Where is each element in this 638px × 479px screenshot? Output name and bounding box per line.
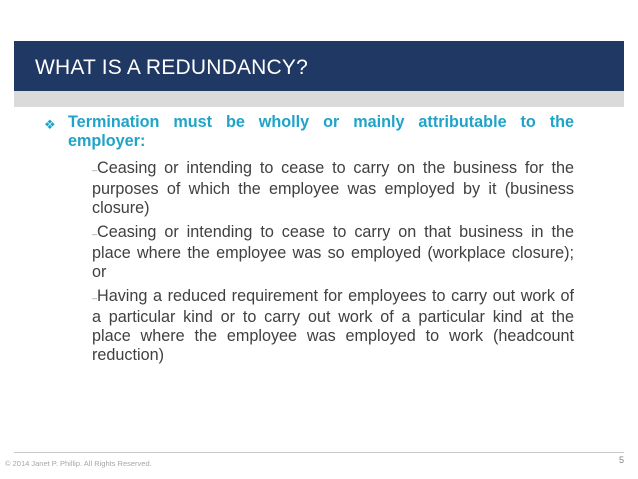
sub-bullet-item	[92, 223, 574, 282]
main-bullet-text: Termination must be wholly or mainly attributable to the employer:	[68, 113, 574, 150]
title-bar	[14, 41, 624, 91]
page-number: 5	[618, 455, 624, 465]
title-underbar	[14, 91, 624, 107]
diamond-bullet-icon: ❖	[44, 117, 56, 132]
dash-marker: –	[92, 293, 98, 303]
sub-bullet-item	[92, 159, 574, 218]
sub-bullet-text: Ceasing or intending to cease to carry on the business for the purposes of which the employee was employed by it (business closure)	[92, 159, 574, 217]
footer-divider	[14, 452, 624, 453]
dash-marker: –	[92, 165, 98, 175]
dash-marker: –	[92, 229, 98, 239]
sub-bullet-text: Having a reduced requirement for employees to carry out work of a particular kind or to carry out work of a particular kind at the place where the employee was employed to work (headcount reduction)	[92, 287, 574, 364]
footer-copyright: © 2014 Janet P. Phillip. All Rights Reserved.	[5, 459, 152, 468]
slide-content	[44, 113, 574, 370]
sub-bullet-item	[92, 287, 574, 365]
sub-bullet-list	[92, 159, 574, 365]
main-bullet	[44, 113, 574, 151]
sub-bullet-text: Ceasing or intending to cease to carry on that business in the place where the employee was so employed (workplace closure); or	[92, 223, 574, 281]
slide-title: WHAT IS A REDUNDANCY?	[35, 56, 308, 79]
